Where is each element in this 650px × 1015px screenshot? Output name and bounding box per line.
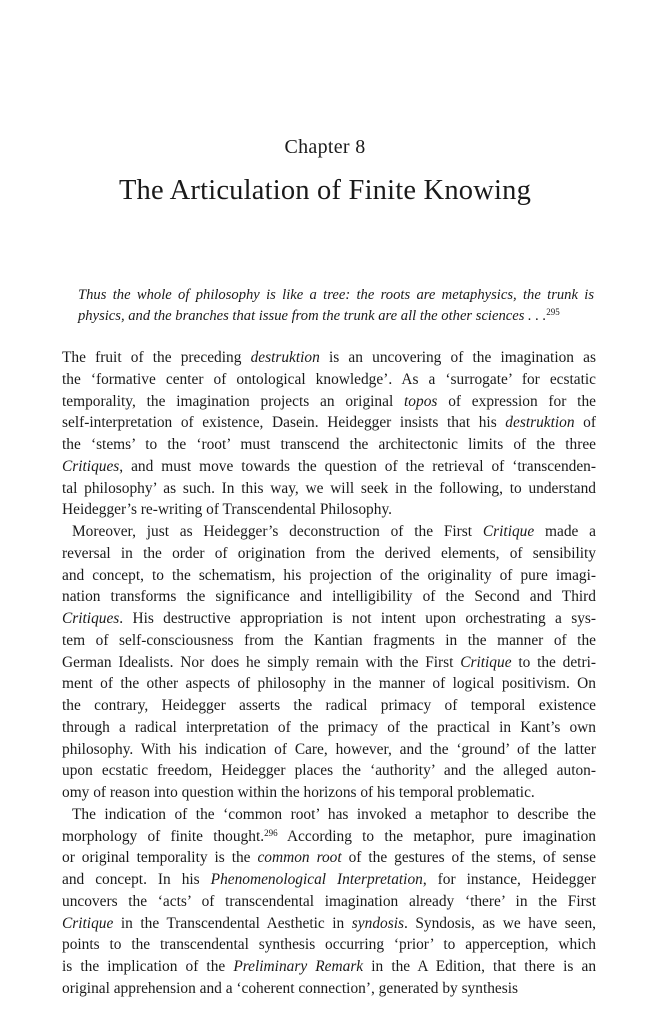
text-run: to the detri- bbox=[511, 653, 596, 671]
text-run: philosophy. With his indication of Care, however, and the ‘ground’ of the latter bbox=[62, 740, 596, 758]
italic-term: common root bbox=[257, 849, 342, 867]
text-run: is the implication of the bbox=[62, 958, 234, 975]
epigraph-line bbox=[78, 306, 594, 327]
body-line bbox=[62, 412, 596, 434]
italic-term: destruktion bbox=[505, 414, 575, 432]
body-line bbox=[62, 717, 596, 739]
body-line bbox=[62, 869, 596, 891]
text-run: . Syndosis, as we have seen, bbox=[403, 914, 596, 932]
text-run: original apprehension and a ‘coherent connection’, generated by synthesis bbox=[62, 979, 519, 997]
text-run: through a radical interpretation of the primacy of the practical in Kant’s own bbox=[62, 718, 596, 736]
text-run: According to the metaphor, pure imagination bbox=[277, 827, 596, 845]
text-run: the ‘stems’ to the ‘root’ must transcend the architectonic limits of the three bbox=[62, 436, 596, 453]
text-run: Moreover, just as Heidegger’s deconstruction of the First bbox=[72, 523, 483, 540]
text-run: self-interpretation of existence, Dasein. Heidegger insists that his bbox=[62, 414, 506, 432]
text-run: made a bbox=[534, 523, 596, 540]
body-line bbox=[62, 499, 596, 521]
body-line bbox=[62, 760, 596, 782]
text-run: tem of self-consciousness from the Kantian fragments in the manner of the bbox=[62, 631, 596, 649]
body-text bbox=[62, 347, 596, 1000]
body-line bbox=[62, 478, 596, 500]
text-run: reversal in the order of origination from the derived elements, of sensibility bbox=[62, 544, 596, 562]
text-run: ment of the other aspects of philosophy in the manner of logical positivism. On bbox=[62, 675, 596, 693]
text-run: omy of reason into question within the horizons of his temporal problematic. bbox=[62, 784, 535, 801]
text-run: . His destructive appropriation is not intent upon orchestrating a sys- bbox=[119, 610, 596, 627]
body-line bbox=[62, 891, 596, 913]
body-line bbox=[62, 347, 596, 369]
text-run: the ‘formative center of ontological knowledge’. As a ‘surrogate’ for ecstatic bbox=[62, 370, 596, 388]
chapter-title: The Articulation of Finite Knowing bbox=[118, 175, 532, 206]
italic-term: destruktion bbox=[250, 349, 320, 366]
body-line bbox=[62, 804, 596, 826]
text-run: German Idealists. Nor does he simply remain with the First bbox=[62, 653, 461, 671]
epigraph bbox=[78, 285, 594, 327]
body-line bbox=[62, 565, 596, 587]
body-line bbox=[62, 456, 596, 478]
text-run: tal philosophy’ as such. In this way, we will seek in the following, to understand bbox=[62, 479, 596, 497]
body-line bbox=[62, 978, 596, 1000]
body-line bbox=[62, 826, 596, 848]
text-run: in the Transcendental Aesthetic in bbox=[113, 914, 352, 932]
italic-term: topos bbox=[404, 392, 438, 410]
chapter-label: Chapter 8 bbox=[284, 136, 366, 158]
body-line bbox=[62, 913, 596, 935]
text-run: The fruit of the preceding bbox=[62, 349, 251, 366]
body-line bbox=[62, 586, 596, 608]
text-run: nation transforms the significance and intelligibility of the Second and Third bbox=[62, 588, 596, 606]
text-run: temporality, the imagination projects an original bbox=[62, 392, 405, 410]
epigraph-line: Thus the whole of philosophy is like a tree: the roots are metaphysics, the trunk is bbox=[78, 287, 594, 303]
text-run: , and must move towards the question of the retrieval of ‘transcenden- bbox=[119, 457, 596, 475]
text-run: is an uncovering of the imagination as bbox=[319, 349, 596, 366]
text-run: in the A Edition, that there is an bbox=[363, 958, 597, 975]
body-line bbox=[62, 630, 596, 652]
text-run: points to the transcendental synthesis occurring ‘prior’ to apperception, which bbox=[62, 936, 596, 954]
body-line bbox=[62, 608, 596, 630]
body-line bbox=[62, 434, 596, 456]
epigraph-line-text: physics, and the branches that issue from the trunk are all the other sciences . . . bbox=[78, 308, 547, 324]
text-run: morphology of finite thought. bbox=[62, 827, 265, 845]
body-line bbox=[62, 391, 596, 413]
body-line bbox=[62, 847, 596, 869]
text-run: and concept, to the schematism, his projection of the originality of pure imagi- bbox=[62, 566, 596, 584]
text-run: and concept. In his bbox=[62, 871, 211, 888]
body-line bbox=[62, 543, 596, 565]
text-run: of the gestures of the stems, of sense bbox=[341, 849, 596, 867]
text-run: upon ecstatic freedom, Heidegger places the ‘authority’ and the alleged auton- bbox=[62, 762, 596, 780]
text-run: of expression for the bbox=[437, 392, 596, 410]
body-line bbox=[62, 739, 596, 761]
text-run: Heidegger’s re-writing of Transcendental Philosophy. bbox=[62, 501, 392, 519]
italic-term: Preliminary Remark bbox=[233, 958, 364, 975]
body-line bbox=[62, 673, 596, 695]
italic-term: Critiques bbox=[62, 457, 120, 475]
footnote-ref: 296 bbox=[264, 827, 278, 838]
text-run: uncovers the ‘acts’ of transcendental imagination already ‘there’ in the First bbox=[62, 892, 596, 910]
body-line bbox=[62, 956, 596, 978]
italic-term: Critiques bbox=[62, 610, 120, 627]
body-line bbox=[62, 782, 596, 804]
body-line bbox=[62, 521, 596, 543]
text-run: or original temporality is the bbox=[62, 849, 258, 867]
body-line bbox=[62, 934, 596, 956]
italic-term: syndosis bbox=[351, 914, 404, 932]
italic-term: Critique bbox=[62, 914, 114, 932]
text-run: of bbox=[574, 414, 596, 432]
text-run: the contrary, Heidegger asserts the radical primacy of temporal existence bbox=[62, 697, 596, 714]
body-line bbox=[62, 652, 596, 674]
text-run: , for instance, Heidegger bbox=[422, 871, 596, 888]
italic-term: Critique bbox=[482, 523, 535, 540]
body-line bbox=[62, 695, 596, 717]
text-run: The indication of the ‘common root’ has invoked a metaphor to describe the bbox=[72, 805, 596, 823]
italic-term: Critique bbox=[460, 653, 512, 671]
italic-term: Phenomenological Interpretation bbox=[210, 871, 423, 888]
footnote-ref: 295 bbox=[546, 307, 560, 317]
body-line bbox=[62, 369, 596, 391]
